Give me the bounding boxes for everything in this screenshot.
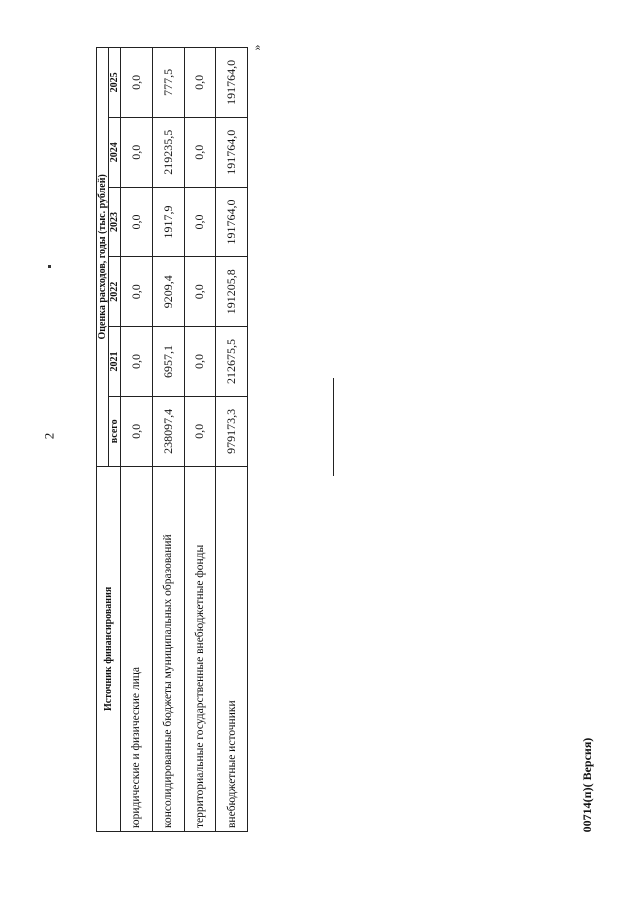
cell-2022: 0,0 — [184, 257, 216, 327]
closing-quote-mark: » — [249, 44, 264, 51]
table-row — [216, 48, 248, 832]
cell-2021: 6957,1 — [152, 327, 184, 397]
source-header: Источник финансирования — [97, 466, 121, 831]
cell-2022: 191205,8 — [216, 257, 248, 327]
row-source: консолидированные бюджеты муниципальных образований — [152, 466, 184, 831]
row-source: территориальные государственные внебюджетные фонды — [184, 466, 216, 831]
cell-2024: 191764,0 — [216, 117, 248, 187]
cell-total: 0,0 — [121, 396, 153, 466]
cell-2025: 0,0 — [184, 48, 216, 118]
cell-total: 0,0 — [184, 396, 216, 466]
column-header-total: всего — [109, 396, 121, 466]
cell-2023: 0,0 — [184, 187, 216, 257]
cell-2021: 0,0 — [121, 327, 153, 397]
cell-2024: 219235,5 — [152, 117, 184, 187]
cell-2025: 0,0 — [121, 48, 153, 118]
cell-total: 238097,4 — [152, 396, 184, 466]
financing-table-container — [96, 47, 248, 832]
cell-2024: 0,0 — [184, 117, 216, 187]
cell-2023: 1917,9 — [152, 187, 184, 257]
financing-table — [96, 47, 248, 832]
header-row-top — [97, 48, 109, 832]
table-row — [184, 48, 216, 832]
vertical-rule — [333, 378, 334, 476]
table-row — [121, 48, 153, 832]
column-header-2024: 2024 — [109, 117, 121, 187]
column-header-2021: 2021 — [109, 327, 121, 397]
estimate-header: Оценка расходов, годы (тыс. рублей) — [97, 48, 109, 467]
cell-2023: 191764,0 — [216, 187, 248, 257]
cell-2024: 0,0 — [121, 117, 153, 187]
table-row — [152, 48, 184, 832]
column-header-2025: 2025 — [109, 48, 121, 118]
column-header-2023: 2023 — [109, 187, 121, 257]
cell-2022: 0,0 — [121, 257, 153, 327]
cell-total: 979173,3 — [216, 396, 248, 466]
row-source: внебюджетные источники — [216, 466, 248, 831]
document-code: 00714(п)( Версия) — [580, 737, 594, 833]
scan-speck — [48, 265, 51, 268]
cell-2025: 777,5 — [152, 48, 184, 118]
page-number: 2 — [41, 432, 57, 440]
cell-2022: 9209,4 — [152, 257, 184, 327]
row-source: юридические и физические лица — [121, 466, 153, 831]
cell-2025: 191764,0 — [216, 48, 248, 118]
cell-2021: 0,0 — [184, 327, 216, 397]
cell-2023: 0,0 — [121, 187, 153, 257]
cell-2021: 212675,5 — [216, 327, 248, 397]
column-header-2022: 2022 — [109, 257, 121, 327]
